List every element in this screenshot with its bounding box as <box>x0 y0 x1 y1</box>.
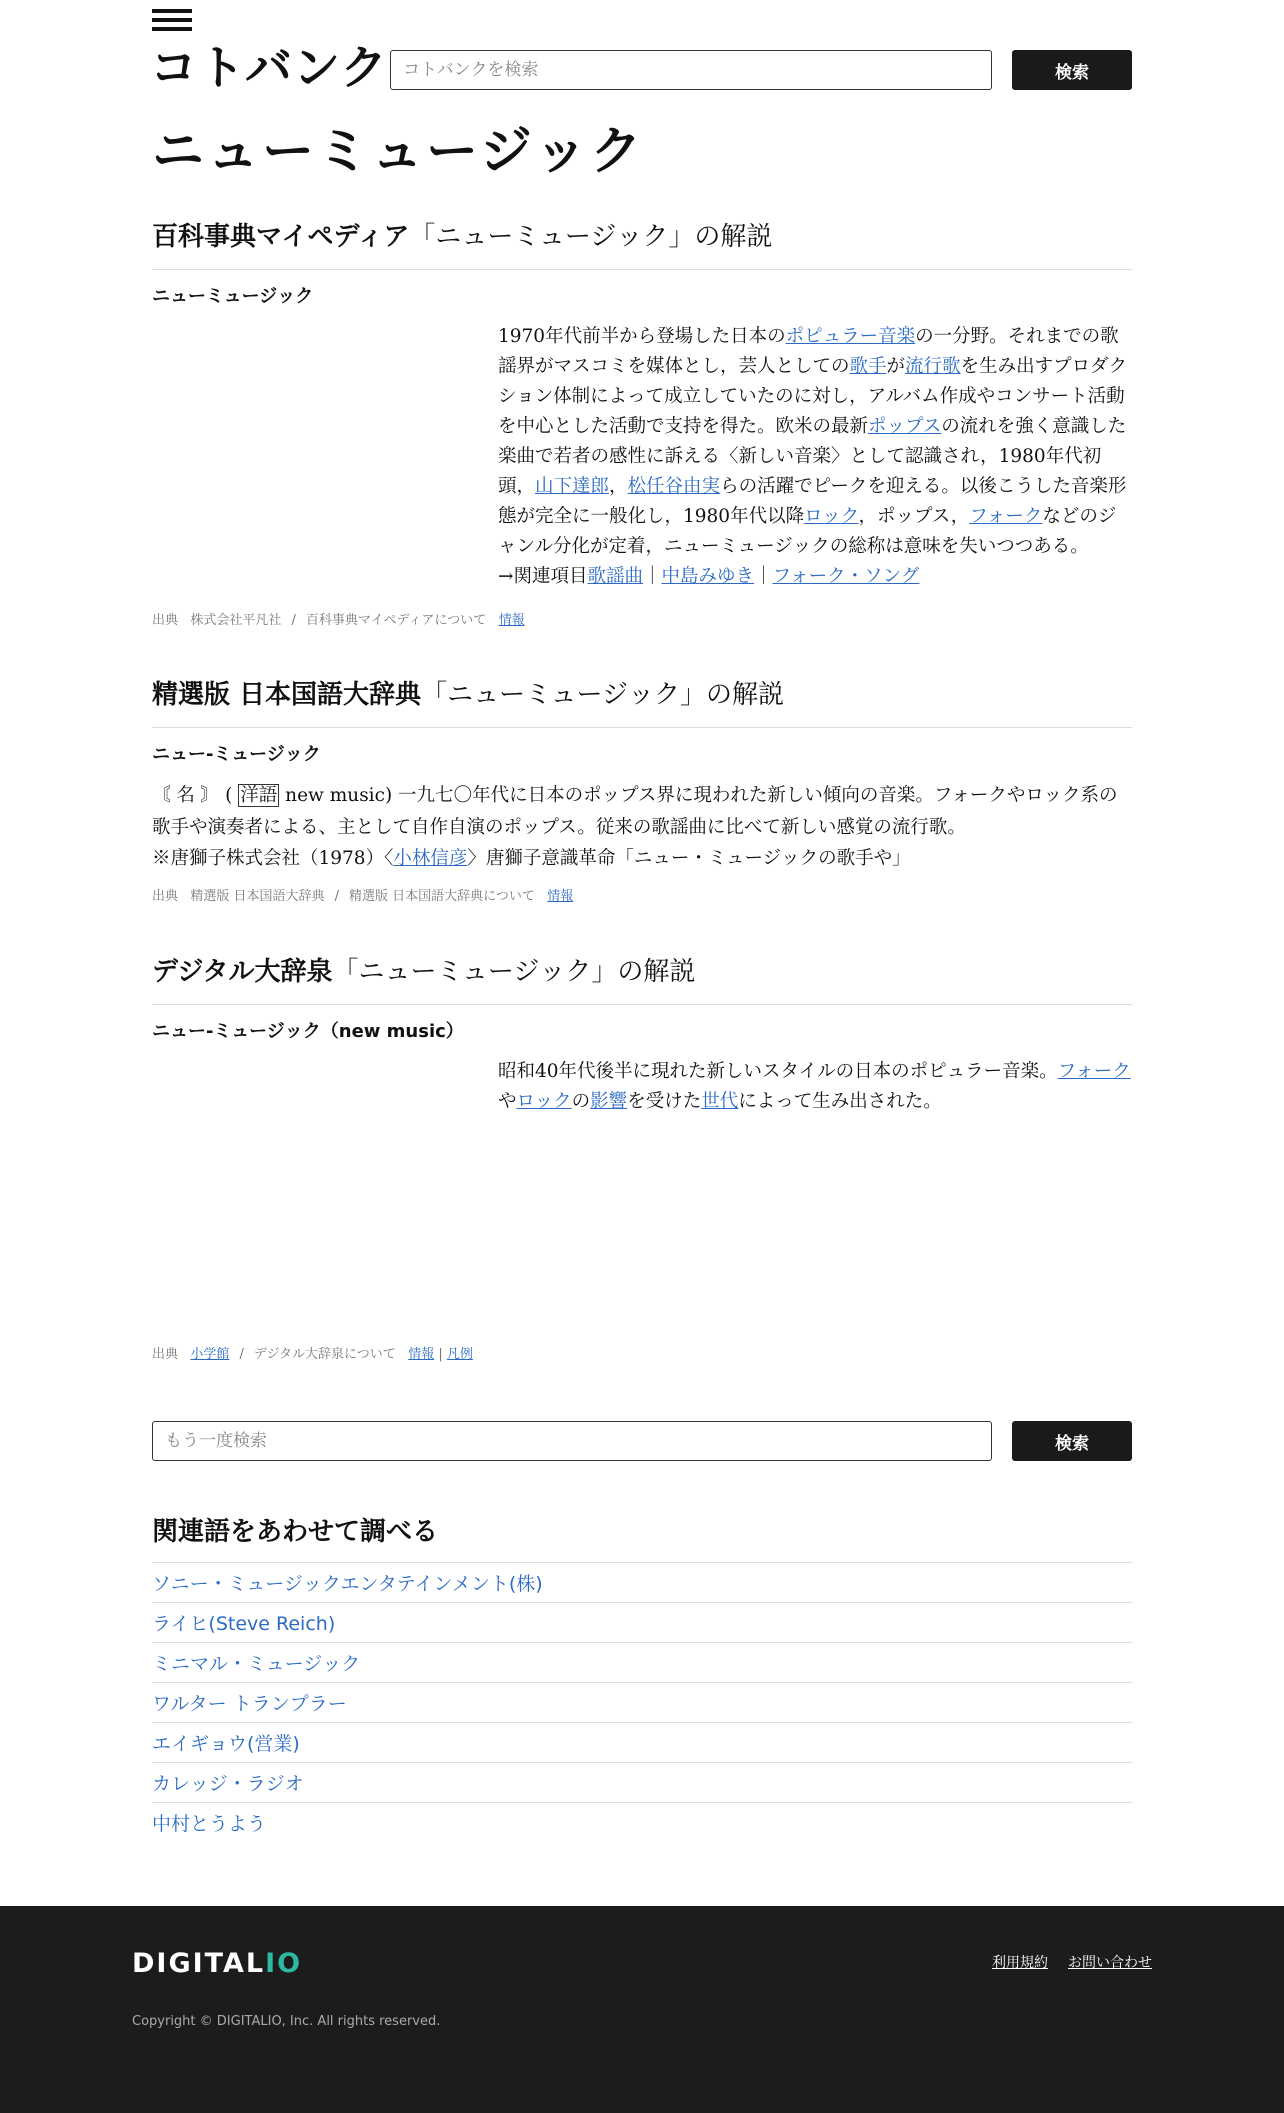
inline-link[interactable]: 影響 <box>590 1091 628 1112</box>
body-text: の流れを強く意識した楽曲で若者の感性に訴える〈新しい音楽〉として認識され，1980年代初頭， <box>498 416 1127 497</box>
menu-icon[interactable] <box>152 9 192 31</box>
body-text: 1970年代前半から登場した日本の <box>498 326 786 347</box>
related-words-title: 関連語をあわせて調べる <box>152 1517 439 1547</box>
body-text: や <box>498 1091 517 1112</box>
related-prefix: →関連項目 <box>498 566 588 587</box>
body-text: を受けた <box>627 1091 702 1112</box>
inline-link[interactable]: ポピュラー音楽 <box>785 326 916 347</box>
related-word-item <box>152 1682 1132 1722</box>
source-line: 出典 精選版 日本国語大辞典 / 精選版 日本国語大辞典について 情報 <box>152 889 574 904</box>
section-quote: 「ニューミュージック」の解説 <box>409 222 773 252</box>
related-word-link[interactable]: ソニー・ミュージックエンタテインメント(株) <box>152 1573 543 1595</box>
entry-body <box>498 1057 1132 1117</box>
copyright: Copyright © DIGITALIO, Inc. All rights reserved. <box>132 2014 441 2029</box>
logo-text: DIGITAL <box>132 1948 266 1979</box>
body-text: 昭和40年代後半に現れた新しいスタイルの日本のポピュラー音楽。 <box>498 1061 1058 1082</box>
related-word-link[interactable]: ミニマル・ミュージック <box>152 1653 361 1675</box>
divider: ｜ <box>643 566 662 587</box>
search-button[interactable]: 検索 <box>1012 50 1132 90</box>
related-link[interactable]: 歌謡曲 <box>587 566 644 587</box>
search-input[interactable] <box>390 50 992 90</box>
related-word-link[interactable]: カレッジ・ラジオ <box>152 1773 304 1795</box>
entry-body <box>498 322 1132 562</box>
logo-text-accent: IO <box>265 1948 303 1979</box>
inline-link[interactable]: ロック <box>516 1091 572 1112</box>
inline-link[interactable]: フォーク <box>969 506 1043 527</box>
info-link[interactable]: 情報 <box>547 889 574 904</box>
publisher-link[interactable]: 小学館 <box>190 1347 230 1362</box>
section-title-mypedia <box>152 219 1132 270</box>
related-words-list <box>152 1562 1132 1842</box>
section-quote: 「ニューミュージック」の解説 <box>421 680 785 710</box>
about-text: 百科事典マイペディアについて <box>305 613 487 628</box>
about-text: デジタル大辞泉について <box>253 1347 396 1362</box>
related-word-item <box>152 1722 1132 1762</box>
page-title: ニューミュージック <box>152 122 645 182</box>
publisher: 精選版 日本国語大辞典 <box>190 889 325 904</box>
source-line: 出典 小学館 / デジタル大辞泉について 情報 | 凡例 <box>152 1347 473 1362</box>
source-label: 出典 <box>152 1347 179 1362</box>
related-word-link[interactable]: エイギョウ(営業) <box>152 1733 300 1755</box>
related-word-item <box>152 1562 1132 1602</box>
body-text: の一分野。それまでの歌謡界がマスコミを媒体とし，芸人としての <box>498 326 1119 377</box>
footer <box>0 1906 1284 2113</box>
site-logo[interactable]: コトバンク <box>150 41 389 96</box>
related-word-link[interactable]: 中村とうよう <box>152 1813 267 1835</box>
source-line: 出典 株式会社平凡社 / 百科事典マイペディアについて 情報 <box>152 613 525 628</box>
inline-link[interactable]: 山下達郎 <box>535 476 610 497</box>
search-again-input[interactable] <box>152 1421 992 1461</box>
inline-link[interactable]: ロック <box>804 506 859 527</box>
info-link[interactable]: 情報 <box>408 1347 435 1362</box>
related-items <box>498 562 1132 592</box>
related-link[interactable]: フォーク・ソング <box>772 566 920 587</box>
section-quote: 「ニューミュージック」の解説 <box>332 957 696 987</box>
related-word-item <box>152 1602 1132 1642</box>
language-tag: 洋語 <box>240 785 278 806</box>
terms-link[interactable]: 利用規約 <box>992 1955 1048 1971</box>
body-text: によって生み出された。 <box>738 1091 942 1112</box>
section-title-daijisen <box>152 954 1132 1005</box>
entry-body: 〘 名 〙 ( 洋語 new music) 一九七〇年代に日本のポップス界に現われた新しい傾向の音楽。フォークやロック系の歌手や演奏者による、主として自作自演のポップス。従来の歌謡曲に比べて新しい感覚の流行歌。 <box>152 785 1118 838</box>
body-text: ， <box>609 476 628 497</box>
body-text: ，ポップス， <box>858 506 970 527</box>
part-of-speech: 〘 名 〙 <box>152 785 220 806</box>
inline-link[interactable]: ポップス <box>868 416 942 437</box>
related-word-item <box>152 1762 1132 1802</box>
body-text: が <box>886 356 906 377</box>
inline-link[interactable]: 世代 <box>701 1091 739 1112</box>
entry-term: ニューミュージック <box>152 286 314 307</box>
body-text: らの活躍でピークを迎える。以後こうした音楽形態が完全に一般化し，1980年代以降 <box>498 476 1127 527</box>
entry-term: ニュー‐ミュージック <box>152 744 321 765</box>
source-name: 百科事典マイペディア <box>152 222 410 252</box>
entry-term: ニュー‐ミュージック（new music） <box>152 1021 464 1042</box>
about-text: 精選版 日本国語大辞典について <box>348 889 535 904</box>
contact-link[interactable]: お問い合わせ <box>1068 1955 1152 1971</box>
citation <box>152 844 1132 874</box>
info-link[interactable]: 情報 <box>498 613 525 628</box>
related-word-item <box>152 1642 1132 1682</box>
inline-link[interactable]: 歌手 <box>849 356 887 377</box>
related-link[interactable]: 中島みゆき <box>661 566 755 587</box>
source-label: 出典 <box>152 889 179 904</box>
legend-link[interactable]: 凡例 <box>446 1347 473 1362</box>
body-text: の <box>571 1091 591 1112</box>
section-title-nikkoku <box>152 677 1132 728</box>
author-link[interactable]: 小林信彦 <box>393 848 468 869</box>
citation-suffix: 〉唐獅子意識革命「ニュー・ミュージックの歌手や」 <box>467 848 911 869</box>
inline-link[interactable]: フォーク <box>1057 1061 1131 1082</box>
body-text: などのジャンル分化が定着，ニューミュージックの総称は意味を失いつつある。 <box>498 506 1117 557</box>
digitalio-logo[interactable] <box>132 1948 302 1979</box>
search-again-button[interactable]: 検索 <box>1012 1421 1132 1461</box>
source-label: 出典 <box>152 613 179 628</box>
source-name: デジタル大辞泉 <box>152 957 333 987</box>
publisher: 株式会社平凡社 <box>190 613 282 628</box>
body-text: を生み出すプロダクション体制によって成立していたのに対し，アルバム作成やコンサート活動を中心とした活動で支持を得た。欧米の最新 <box>498 356 1128 437</box>
inline-link[interactable]: 流行歌 <box>905 356 961 377</box>
related-word-link[interactable]: ワルター トランプラー <box>152 1693 347 1715</box>
definition: new music) 一九七〇年代に日本のポップス界に現われた新しい傾向の音楽。フォークやロック系の歌手や演奏者による、主として自作自演のポップス。従来の歌謡曲に比べて新しい感覚の流行歌。 <box>152 785 1118 838</box>
divider: ｜ <box>754 566 773 587</box>
citation-prefix: ※唐獅子株式会社（1978）〈 <box>152 848 394 869</box>
related-word-link[interactable]: ライヒ(Steve Reich) <box>152 1613 336 1635</box>
related-word-item <box>152 1802 1132 1842</box>
source-name: 精選版 日本国語大辞典 <box>152 680 422 710</box>
inline-link[interactable]: 松任谷由実 <box>627 476 721 497</box>
